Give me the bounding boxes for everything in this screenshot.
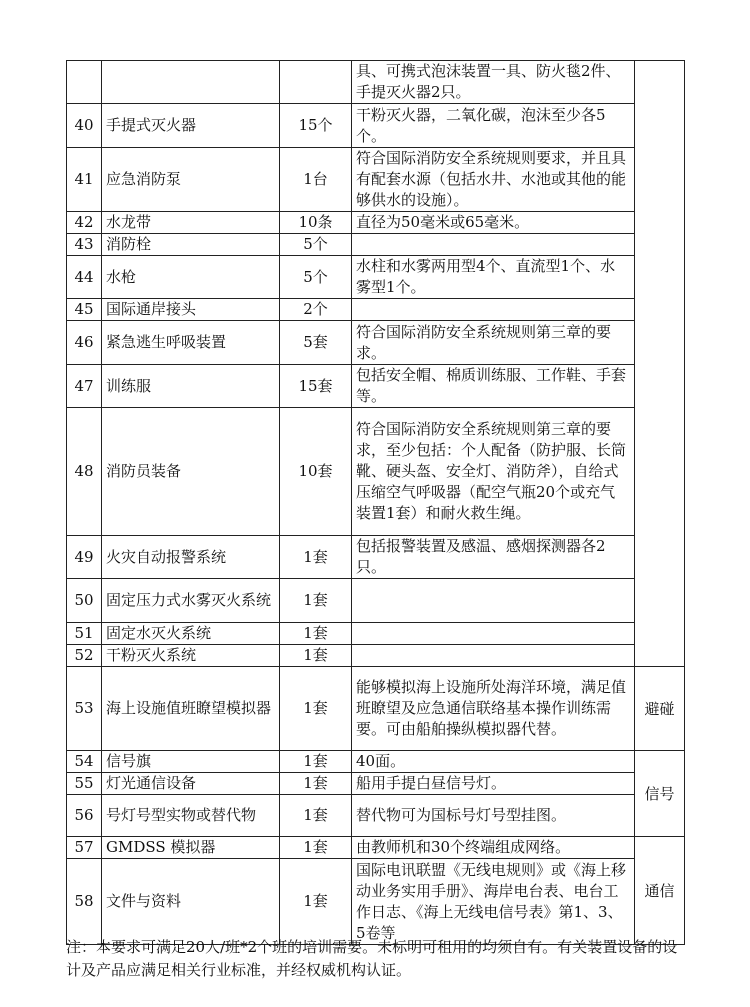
equipment-name: 号灯号型实物或替代物 (102, 795, 280, 837)
row-number: 58 (67, 859, 102, 945)
equipment-name: 火灾自动报警系统 (102, 536, 280, 579)
equipment-name: 紧急逃生呼吸装置 (102, 321, 280, 365)
row-number: 44 (67, 256, 102, 299)
equipment-name: 干粉灭火系统 (102, 645, 280, 667)
equipment-quantity: 1套 (280, 536, 352, 579)
equipment-requirement (352, 579, 635, 623)
equipment-requirement: 直径为50毫米或65毫米。 (352, 212, 635, 234)
equipment-requirement: 由教师机和30个终端组成网络。 (352, 837, 635, 859)
row-number: 46 (67, 321, 102, 365)
equipment-requirement: 符合国际消防安全系统规则第三章的要求，至少包括：个人配备（防护服、长筒靴、硬头盔、安全灯、消防斧），自给式压缩空气呼吸器（配空气瓶20个或充气装置1套）和耐火救生绳。 (352, 408, 635, 536)
equipment-quantity: 10套 (280, 408, 352, 536)
table-row (67, 795, 685, 837)
equipment-requirement: 干粉灭火器，二氧化碳，泡沫至少各5个。 (352, 104, 635, 148)
equipment-quantity: 5个 (280, 234, 352, 256)
row-number: 49 (67, 536, 102, 579)
footnote: 注：本要求可满足20人/班*2个班的培训需要。未标明可租用的均须自有。有关装置设备的设计及产品应满足相关行业标准，并经权威机构认证。 (66, 938, 678, 979)
table-row (67, 148, 685, 212)
row-number (67, 61, 102, 104)
equipment-quantity: 1套 (280, 795, 352, 837)
equipment-name: 国际通岸接头 (102, 299, 280, 321)
table-row (67, 623, 685, 645)
equipment-quantity: 15个 (280, 104, 352, 148)
equipment-requirement (352, 299, 635, 321)
equipment-name: 训练服 (102, 365, 280, 408)
equipment-name: 信号旗 (102, 751, 280, 773)
category-cell-empty (635, 61, 685, 667)
row-number: 42 (67, 212, 102, 234)
equipment-requirement: 符合国际消防安全系统规则要求，并且具有配套水源（包括水井、水池或其他的能够供水的设施）。 (352, 148, 635, 212)
category-signal: 信号 (635, 751, 685, 837)
table-row (67, 104, 685, 148)
equipment-name: 水龙带 (102, 212, 280, 234)
table-row (67, 667, 685, 751)
equipment-requirement: 水柱和水雾两用型4个、直流型1个、水雾型1个。 (352, 256, 635, 299)
table-row (67, 299, 685, 321)
table-row (67, 256, 685, 299)
equipment-requirement: 船用手提白昼信号灯。 (352, 773, 635, 795)
row-number: 53 (67, 667, 102, 751)
equipment-name: 海上设施值班瞭望模拟器 (102, 667, 280, 751)
equipment-requirement: 能够模拟海上设施所处海洋环境，满足值班瞭望及应急通信联络基本操作训练需要。可由船舶操纵模拟器代替。 (352, 667, 635, 751)
table-row (67, 321, 685, 365)
table-row (67, 751, 685, 773)
equipment-quantity: 1套 (280, 773, 352, 795)
equipment-quantity: 1台 (280, 148, 352, 212)
equipment-quantity (280, 61, 352, 104)
table-row (67, 408, 685, 536)
equipment-requirement: 包括安全帽、棉质训练服、工作鞋、手套等。 (352, 365, 635, 408)
row-number: 51 (67, 623, 102, 645)
row-number: 40 (67, 104, 102, 148)
table-row (67, 234, 685, 256)
equipment-name: 应急消防泵 (102, 148, 280, 212)
table-row (67, 579, 685, 623)
equipment-quantity: 2个 (280, 299, 352, 321)
row-number: 41 (67, 148, 102, 212)
equipment-quantity: 5个 (280, 256, 352, 299)
equipment-name: 手提式灭火器 (102, 104, 280, 148)
equipment-table (66, 60, 685, 945)
equipment-name: 消防栓 (102, 234, 280, 256)
equipment-requirement (352, 645, 635, 667)
equipment-name: 固定水灭火系统 (102, 623, 280, 645)
equipment-quantity: 1套 (280, 579, 352, 623)
equipment-name: 水枪 (102, 256, 280, 299)
equipment-name: 文件与资料 (102, 859, 280, 945)
category-communication: 通信 (635, 837, 685, 945)
equipment-name: 固定压力式水雾灭火系统 (102, 579, 280, 623)
equipment-quantity: 1套 (280, 623, 352, 645)
equipment-requirement: 国际电讯联盟《无线电规则》或《海上移动业务实用手册》、海岸电台表、电台工作日志、《海上无线电信号表》第1、3、5卷等 (352, 859, 635, 945)
equipment-requirement (352, 234, 635, 256)
table-row (67, 837, 685, 859)
equipment-requirement: 替代物可为国标号灯号型挂图。 (352, 795, 635, 837)
row-number: 55 (67, 773, 102, 795)
equipment-name: 灯光通信设备 (102, 773, 280, 795)
row-number: 48 (67, 408, 102, 536)
equipment-name (102, 61, 280, 104)
equipment-requirement: 具、可携式泡沫装置一具、防火毯2件、手提灭火器2只。 (352, 61, 635, 104)
row-number: 50 (67, 579, 102, 623)
row-number: 56 (67, 795, 102, 837)
equipment-quantity: 5套 (280, 321, 352, 365)
table-row (67, 773, 685, 795)
table-row (67, 645, 685, 667)
table-row (67, 212, 685, 234)
equipment-quantity: 1套 (280, 859, 352, 945)
equipment-name: 消防员装备 (102, 408, 280, 536)
equipment-quantity: 15套 (280, 365, 352, 408)
equipment-quantity: 1套 (280, 645, 352, 667)
row-number: 52 (67, 645, 102, 667)
category-avoid-collision: 避碰 (635, 667, 685, 751)
row-number: 54 (67, 751, 102, 773)
row-number: 47 (67, 365, 102, 408)
row-number: 57 (67, 837, 102, 859)
equipment-quantity: 1套 (280, 837, 352, 859)
row-number: 43 (67, 234, 102, 256)
table-row (67, 61, 685, 104)
equipment-quantity: 1套 (280, 751, 352, 773)
equipment-requirement: 符合国际消防安全系统规则第三章的要求。 (352, 321, 635, 365)
table-row (67, 365, 685, 408)
equipment-quantity: 1套 (280, 667, 352, 751)
equipment-requirement: 40面。 (352, 751, 635, 773)
row-number: 45 (67, 299, 102, 321)
table-row (67, 859, 685, 945)
table-row (67, 536, 685, 579)
equipment-quantity: 10条 (280, 212, 352, 234)
equipment-requirement (352, 623, 635, 645)
equipment-name: GMDSS 模拟器 (102, 837, 280, 859)
equipment-requirement: 包括报警装置及感温、感烟探测器各2只。 (352, 536, 635, 579)
